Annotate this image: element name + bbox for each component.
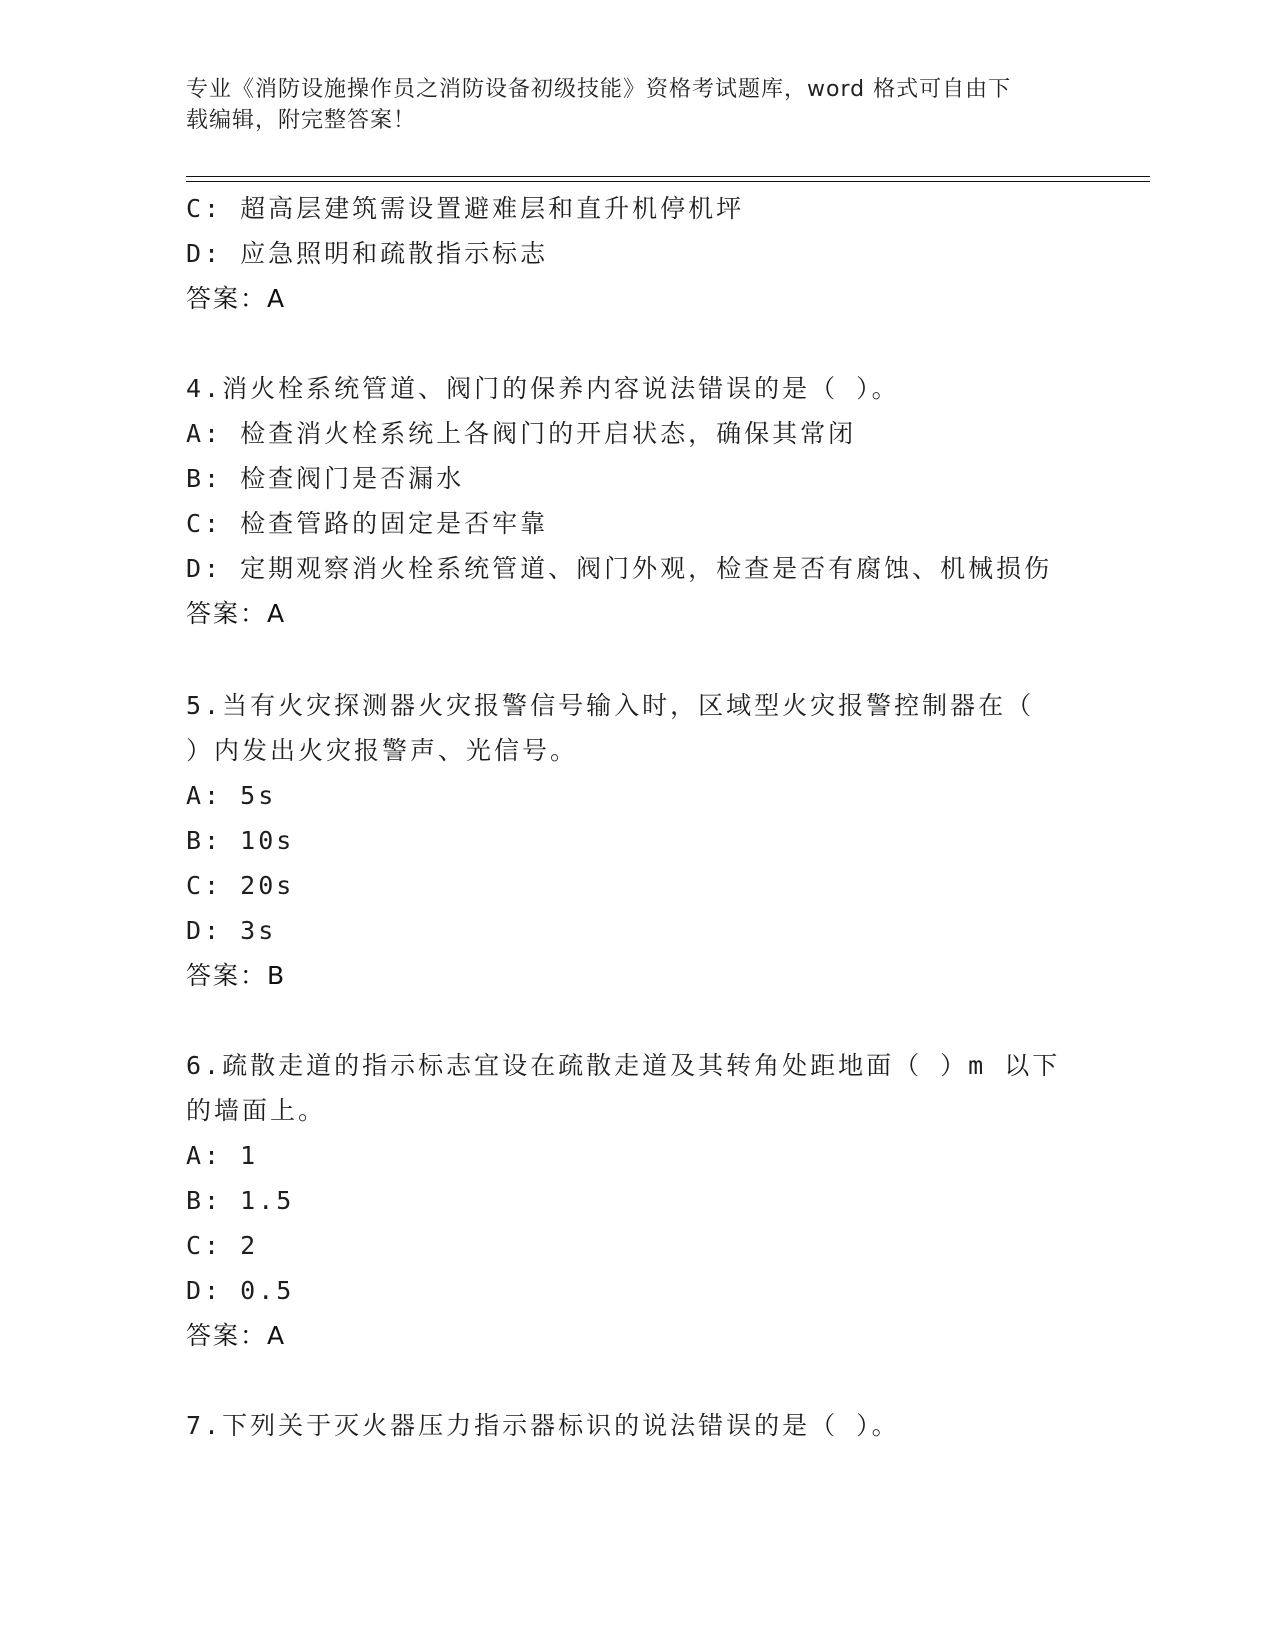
header-line-1: 专业《消防设施操作员之消防设备初级技能》资格考试题库，word 格式可自由下	[186, 77, 1012, 102]
q6-answer: 答案：A	[186, 1321, 287, 1350]
q5-stem-line-2: ）内发出火灾报警声、光信号。	[186, 736, 579, 765]
q6-stem-line-2: 的墙面上。	[186, 1096, 327, 1125]
q4-option-a: A: 检查消火栓系统上各阀门的开启状态，确保其常闭	[186, 419, 857, 448]
q6-stem-line-1: 6.疏散走道的指示标志宜设在疏散走道及其转角处距地面（ ）m 以下	[186, 1051, 1061, 1080]
q5-answer: 答案：B	[186, 961, 287, 990]
q6-option-d: D: 0.5	[186, 1276, 295, 1305]
q4-answer: 答案：A	[186, 599, 287, 628]
q5-stem-line-1: 5.当有火灾探测器火灾报警信号输入时，区域型火灾报警控制器在（	[186, 691, 1035, 720]
q5-option-b: B: 10s	[186, 826, 295, 855]
document-header	[186, 74, 1066, 136]
q5-option-d: D: 3s	[186, 916, 277, 945]
q6-option-b: B: 1.5	[186, 1186, 295, 1215]
header-divider-top	[186, 176, 1150, 177]
q5-option-c: C: 20s	[186, 871, 295, 900]
q6-option-a: A: 1	[186, 1141, 259, 1170]
prev-option-d: D: 应急照明和疏散指示标志	[186, 239, 549, 268]
q6-option-c: C: 2	[186, 1231, 259, 1260]
q5-option-a: A: 5s	[186, 781, 277, 810]
prev-answer: 答案：A	[186, 284, 287, 313]
q7-stem: 7.下列关于灭火器压力指示器标识的说法错误的是（ ）。	[186, 1411, 900, 1440]
prev-option-c: C: 超高层建筑需设置避难层和直升机停机坪	[186, 194, 745, 223]
q4-option-d: D: 定期观察消火栓系统管道、阀门外观，检查是否有腐蚀、机械损伤	[186, 554, 1053, 583]
header-line-2: 载编辑，附完整答案！	[186, 108, 417, 133]
q4-option-c: C: 检查管路的固定是否牢靠	[186, 509, 549, 538]
q4-stem: 4.消火栓系统管道、阀门的保养内容说法错误的是（ ）。	[186, 374, 900, 403]
q4-option-b: B: 检查阀门是否漏水	[186, 464, 465, 493]
header-divider-bottom	[186, 181, 1150, 182]
